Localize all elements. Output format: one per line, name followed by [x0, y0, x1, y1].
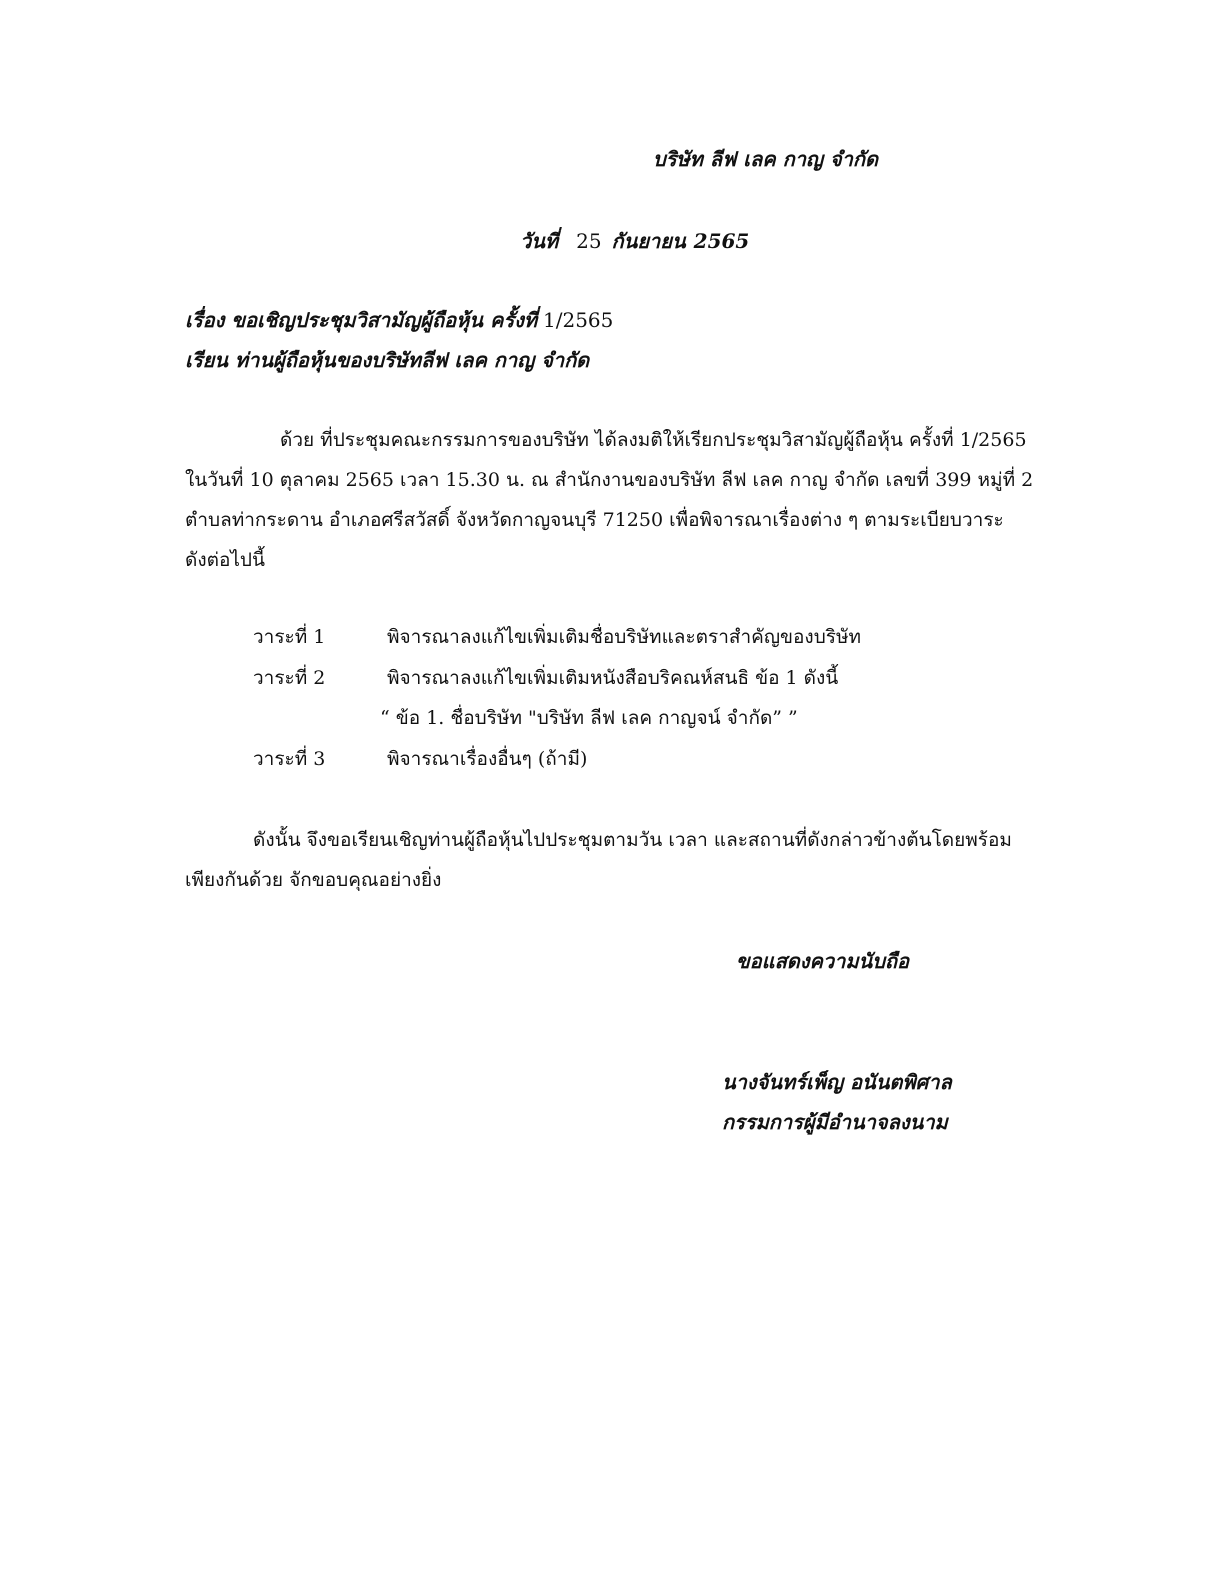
agenda-text: พิจารณาลงแก้ไขเพิ่มเติมชื่อบริษัทและตราสำคัญของบริษัท — [387, 626, 862, 648]
subject-number: 1/2565 — [543, 308, 614, 332]
agenda-item-2 — [253, 663, 838, 697]
agenda-text: พิจารณาเรื่องอื่นๆ (ถ้ามี) — [387, 748, 588, 770]
date-month: กันยายน — [611, 229, 686, 253]
agenda-text: พิจารณาลงแก้ไขเพิ่มเติมหนังสือบริคณห์สนธิ ข้อ 1 ดังนี้ — [387, 667, 839, 689]
agenda-label: วาระที่ 3 — [253, 748, 326, 770]
invitation-line-2: เพียงกันด้วย จักขอบคุณอย่างยิ่ง — [185, 869, 442, 891]
date-prefix: วันที่ — [520, 229, 559, 253]
intro-line-2: ในวันที่ 10 ตุลาคม 2565 เวลา 15.30 น. ณ สำนักงานของบริษัท ลีฟ เลค กาญ จำกัด เลขที่ 399 หมู่ที่ 2 — [185, 469, 1034, 491]
closing-salutation: ขอแสดงความนับถือ — [736, 949, 910, 973]
agenda-label: วาระที่ 2 — [253, 667, 326, 689]
date-day: 25 — [576, 229, 602, 253]
subject-line — [185, 304, 613, 336]
signatory-name: นางจันทร์เพ็ญ อนันตพิศาล — [722, 1070, 952, 1094]
intro-line-4: ดังต่อไปนี้ — [185, 549, 265, 571]
intro-line-3: ตำบลท่ากระดาน อำเภอศรีสวัสดิ์ จังหวัดกาญจนบุรี 71250 เพื่อพิจารณาเรื่องต่าง ๆ ตามระเบียบวาระ — [185, 509, 1004, 531]
subject-label: เรื่อง ขอเชิญประชุมวิสามัญผู้ถือหุ้น ครั้งที่ — [185, 308, 538, 332]
date-year: 2565 — [693, 229, 750, 253]
intro-paragraph — [185, 420, 1034, 580]
agenda-item-2-detail: “ ข้อ 1. ชื่อบริษัท "บริษัท ลีฟ เลค กาญจน์ จำกัด” ” — [380, 707, 798, 729]
invitation-paragraph — [185, 820, 1027, 900]
intro-line-1: ด้วย ที่ประชุมคณะกรรมการของบริษัท ได้ลงมติให้เรียกประชุมวิสามัญผู้ถือหุ้น ครั้งที่ 1/2565 — [280, 429, 1027, 451]
recipient-line: เรียน ท่านผู้ถือหุ้นของบริษัทลีฟ เลค กาญ จำกัด — [185, 348, 590, 372]
letter-date — [520, 225, 749, 257]
agenda-label: วาระที่ 1 — [253, 626, 326, 648]
invitation-line-1: ดังนั้น จึงขอเรียนเชิญท่านผู้ถือหุ้นไปประชุมตามวัน เวลา และสถานที่ดังกล่าวข้างต้นโดยพร้อม — [253, 829, 1012, 851]
agenda-item-3 — [253, 744, 587, 778]
signatory-title: กรรมการผู้มีอำนาจลงนาม — [722, 1110, 948, 1134]
agenda-item-1 — [253, 622, 861, 656]
company-name: บริษัท ลีฟ เลค กาญ จำกัด — [653, 147, 878, 171]
